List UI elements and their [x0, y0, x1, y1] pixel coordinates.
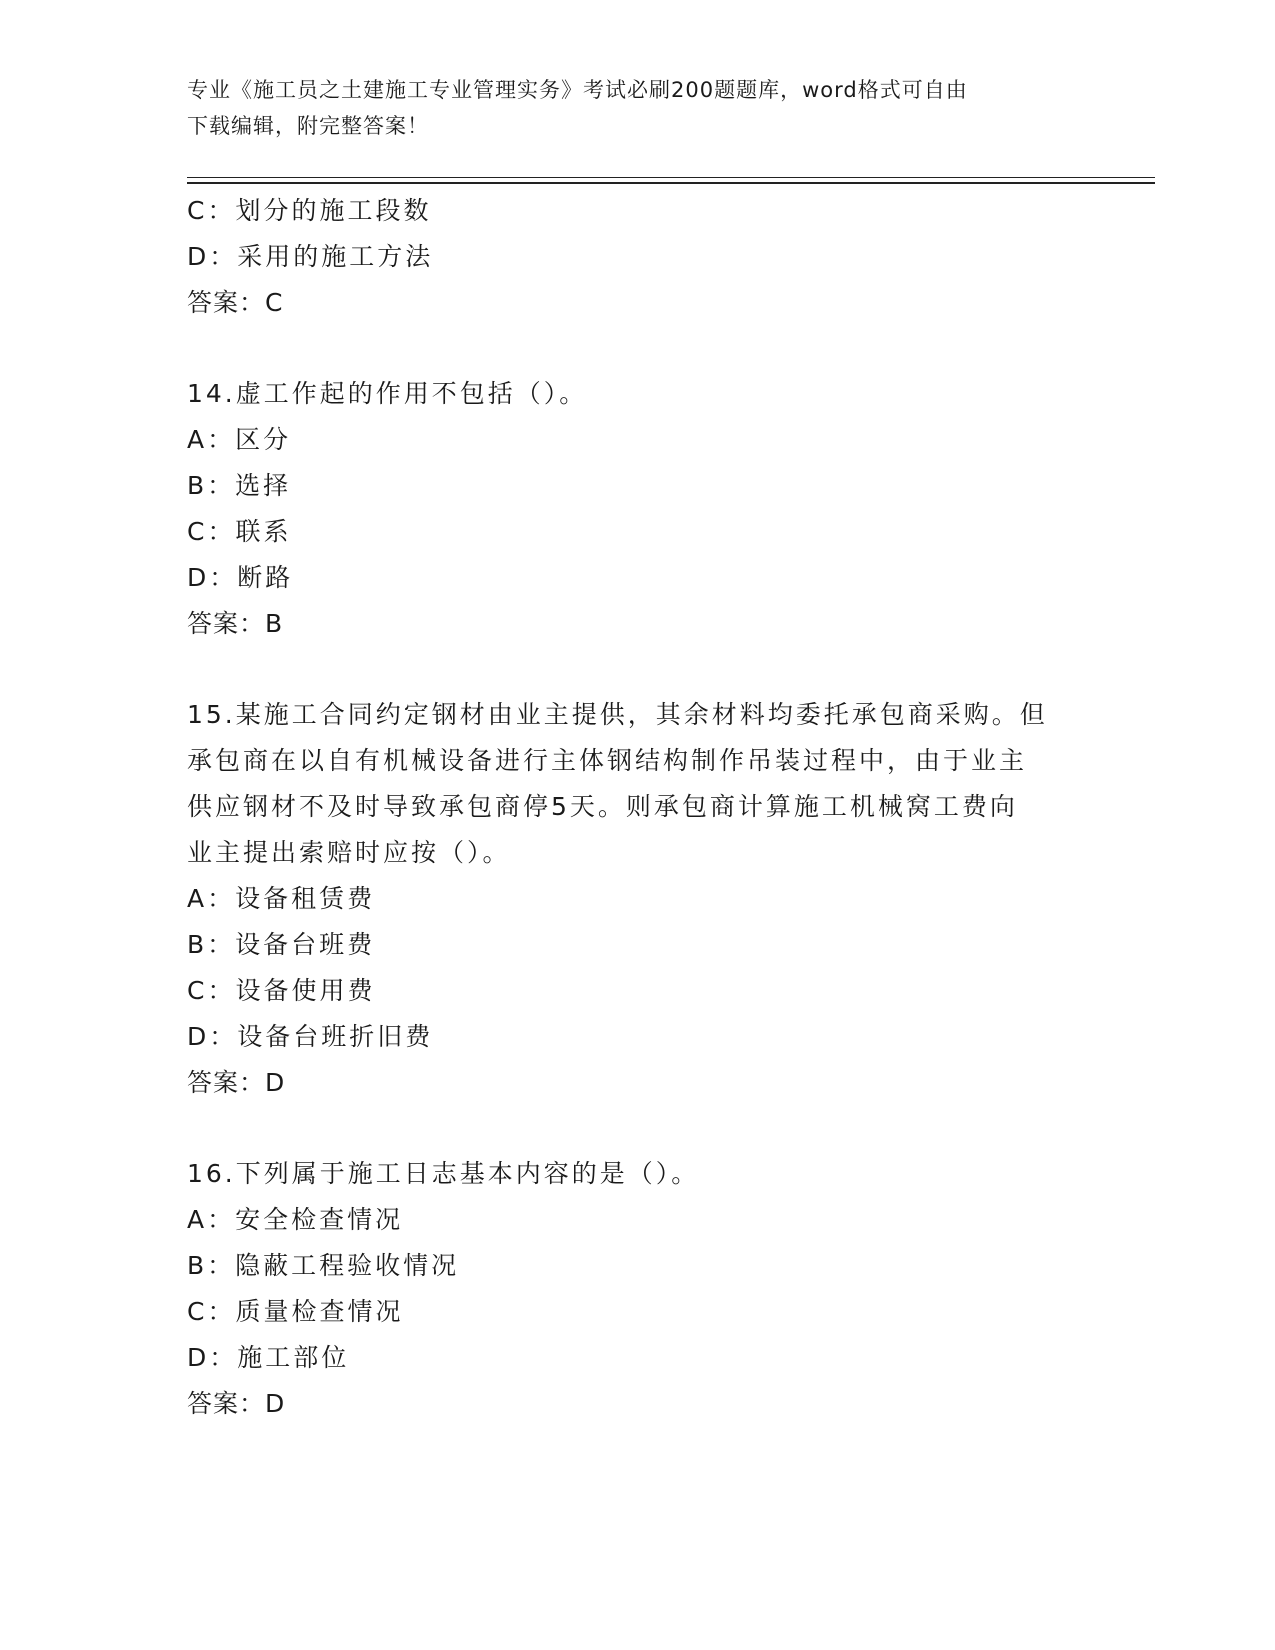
option-b: B：选择 [187, 471, 292, 500]
option-b: B：隐蔽工程验收情况 [187, 1251, 460, 1280]
page-header [187, 72, 1067, 144]
question-16 [187, 1151, 1087, 1427]
option-c: C：质量检查情况 [187, 1297, 404, 1326]
header-line-2: 下载编辑，附完整答案！ [187, 114, 429, 138]
question-stem-line-1: 15.某施工合同约定钢材由业主提供，其余材料均委托承包商采购。但 [187, 700, 1048, 729]
option-a: A：设备租赁费 [187, 884, 376, 913]
option-d: D：断路 [187, 563, 294, 592]
spacer [187, 1106, 1087, 1151]
question-stem-line-2: 承包商在以自有机械设备进行主体钢结构制作吊装过程中，由于业主 [187, 746, 1028, 775]
question-13 [187, 188, 1087, 326]
spacer [187, 326, 1087, 371]
option-c: C：联系 [187, 517, 292, 546]
header-line-1: 专业《施工员之土建施工专业管理实务》考试必刷200题题库，word格式可自由 [187, 78, 968, 102]
option-d: D：施工部位 [187, 1343, 350, 1372]
option-d: D：设备台班折旧费 [187, 1022, 434, 1051]
answer-line: 答案：D [187, 1389, 286, 1418]
question-14 [187, 371, 1087, 647]
answer-line: 答案：B [187, 609, 284, 638]
option-d: D：采用的施工方法 [187, 242, 434, 271]
question-15 [187, 692, 1087, 1106]
question-stem-line-4: 业主提出索赔时应按（）。 [187, 838, 511, 867]
option-a: A：区分 [187, 425, 292, 454]
question-stem: 14.虚工作起的作用不包括（）。 [187, 379, 588, 408]
option-b: B：设备台班费 [187, 930, 376, 959]
answer-line: 答案：C [187, 288, 284, 317]
option-c: C：划分的施工段数 [187, 196, 432, 225]
question-list [187, 188, 1087, 1427]
option-a: A：安全检查情况 [187, 1205, 404, 1234]
option-c: C：设备使用费 [187, 976, 376, 1005]
question-stem: 16.下列属于施工日志基本内容的是（）。 [187, 1159, 700, 1188]
question-stem-line-3: 供应钢材不及时导致承包商停5天。则承包商计算施工机械窝工费向 [187, 792, 1018, 821]
spacer [187, 647, 1087, 692]
header-divider-thick [187, 182, 1155, 184]
header-divider-thin [187, 177, 1155, 178]
answer-line: 答案：D [187, 1068, 286, 1097]
